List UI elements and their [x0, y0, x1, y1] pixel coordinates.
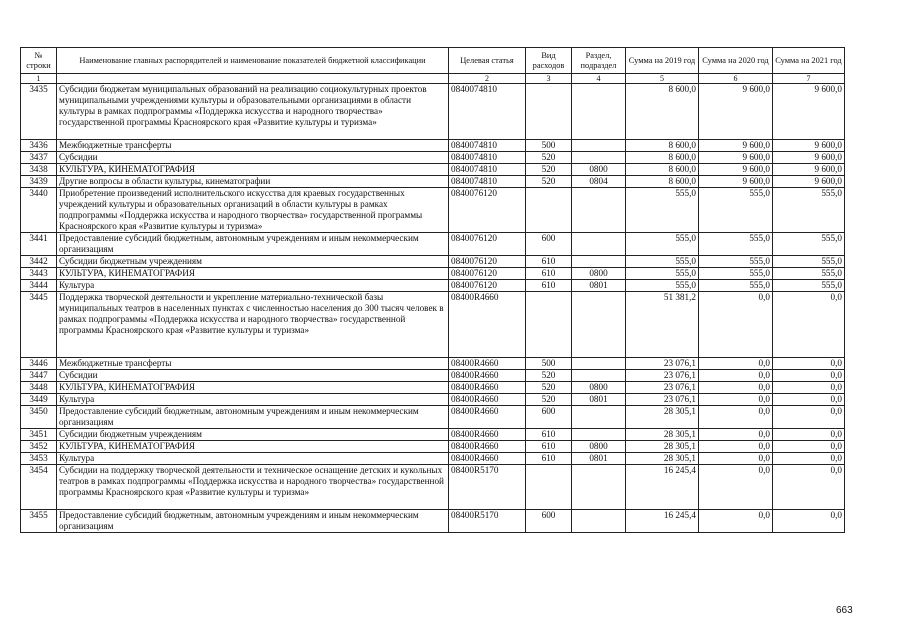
row-number: 3452 — [21, 441, 57, 453]
row-number: 3446 — [21, 358, 57, 370]
row-sum-2021: 0,0 — [773, 394, 845, 406]
table-row — [21, 382, 845, 394]
row-expense-type: 610 — [526, 280, 572, 292]
table-row — [21, 394, 845, 406]
row-sum-2019: 8 600,0 — [626, 176, 699, 188]
row-sum-2021: 0,0 — [773, 370, 845, 382]
row-expense-type — [526, 465, 572, 510]
row-number: 3451 — [21, 429, 57, 441]
header-sum-2020: Сумма на 2020 год — [699, 48, 773, 74]
row-section — [572, 358, 626, 370]
row-sum-2020: 0,0 — [699, 441, 773, 453]
row-target-article: 08400R4660 — [449, 441, 526, 453]
row-section — [572, 292, 626, 358]
row-sum-2019: 8 600,0 — [626, 164, 699, 176]
budget-table — [20, 47, 845, 533]
row-target-article: 0840074810 — [449, 84, 526, 140]
row-number: 3444 — [21, 280, 57, 292]
table-row — [21, 406, 845, 429]
row-sum-2021: 9 600,0 — [773, 152, 845, 164]
row-sum-2021: 0,0 — [773, 429, 845, 441]
row-target-article: 0840076120 — [449, 188, 526, 233]
row-expense-type: 610 — [526, 429, 572, 441]
column-index: 2 — [449, 74, 526, 84]
row-name: Межбюджетные трансферты — [57, 358, 449, 370]
row-sum-2019: 23 076,1 — [626, 358, 699, 370]
row-name: КУЛЬТУРА, КИНЕМАТОГРАФИЯ — [57, 382, 449, 394]
row-sum-2020: 0,0 — [699, 429, 773, 441]
table-row — [21, 292, 845, 358]
row-section: 0800 — [572, 382, 626, 394]
row-name: Предоставление субсидий бюджетным, автономным учреждениям и иным некоммерческим организациям — [57, 510, 449, 533]
row-sum-2021: 0,0 — [773, 465, 845, 510]
row-expense-type: 500 — [526, 358, 572, 370]
row-sum-2021: 9 600,0 — [773, 176, 845, 188]
row-section: 0801 — [572, 453, 626, 465]
table-header-row — [21, 48, 845, 74]
row-section: 0804 — [572, 176, 626, 188]
row-target-article: 08400R4660 — [449, 358, 526, 370]
row-name: Культура — [57, 394, 449, 406]
table-row — [21, 140, 845, 152]
row-number: 3438 — [21, 164, 57, 176]
table-row — [21, 280, 845, 292]
row-expense-type: 610 — [526, 256, 572, 268]
header-name: Наименование главных распорядителей и наименование показателей бюджетной классификации — [57, 48, 449, 74]
row-name: Межбюджетные трансферты — [57, 140, 449, 152]
row-sum-2020: 9 600,0 — [699, 84, 773, 140]
row-number: 3443 — [21, 268, 57, 280]
row-number: 3450 — [21, 406, 57, 429]
header-expense-type: Вид расходов — [526, 48, 572, 74]
row-section — [572, 233, 626, 256]
row-sum-2021: 9 600,0 — [773, 140, 845, 152]
row-target-article: 08400R5170 — [449, 465, 526, 510]
column-index: 4 — [572, 74, 626, 84]
row-sum-2021: 0,0 — [773, 292, 845, 358]
row-number: 3455 — [21, 510, 57, 533]
row-expense-type: 520 — [526, 152, 572, 164]
row-sum-2019: 28 305,1 — [626, 453, 699, 465]
row-name: Поддержка творческой деятельности и укрепление материально-технической базы муниципальных театров в населенных пунктах с численностью населения до 300 тысяч человек в рамках подпрограммы «Поддержка искусства и народного творчества» государственной программы Красноярского края «Развитие культуры и туризма» — [57, 292, 449, 358]
header-target-article: Целевая статья — [449, 48, 526, 74]
row-section — [572, 429, 626, 441]
row-expense-type: 610 — [526, 441, 572, 453]
row-name: Субсидии — [57, 152, 449, 164]
row-section: 0800 — [572, 268, 626, 280]
row-section — [572, 84, 626, 140]
row-target-article: 08400R4660 — [449, 394, 526, 406]
row-sum-2021: 555,0 — [773, 268, 845, 280]
row-sum-2021: 0,0 — [773, 382, 845, 394]
row-expense-type: 610 — [526, 268, 572, 280]
row-section: 0801 — [572, 280, 626, 292]
row-sum-2019: 16 245,4 — [626, 510, 699, 533]
table-row — [21, 233, 845, 256]
row-sum-2019: 51 381,2 — [626, 292, 699, 358]
row-sum-2020: 0,0 — [699, 394, 773, 406]
row-section — [572, 370, 626, 382]
row-section: 0800 — [572, 441, 626, 453]
row-sum-2020: 0,0 — [699, 510, 773, 533]
row-expense-type — [526, 292, 572, 358]
table-row — [21, 164, 845, 176]
row-expense-type: 600 — [526, 233, 572, 256]
row-sum-2020: 9 600,0 — [699, 152, 773, 164]
table-row — [21, 84, 845, 140]
row-target-article: 0840076120 — [449, 280, 526, 292]
row-name: Культура — [57, 280, 449, 292]
row-sum-2019: 555,0 — [626, 256, 699, 268]
row-section — [572, 188, 626, 233]
row-target-article: 08400R4660 — [449, 292, 526, 358]
column-index: 7 — [773, 74, 845, 84]
row-sum-2020: 0,0 — [699, 370, 773, 382]
row-sum-2019: 8 600,0 — [626, 140, 699, 152]
row-section — [572, 465, 626, 510]
row-number: 3439 — [21, 176, 57, 188]
row-expense-type — [526, 84, 572, 140]
header-sum-2019: Сумма на 2019 год — [626, 48, 699, 74]
table-row — [21, 268, 845, 280]
row-name: Субсидии бюджетам муниципальных образований на реализацию социокультурных проектов муниципальными учреждениями культуры и образовательными организациями в области культуры в рамках подпрограммы «Поддержка искусства и народного творчества» государственной программы Красноярского края «Развитие культуры и туризма» — [57, 84, 449, 140]
row-number: 3445 — [21, 292, 57, 358]
row-expense-type: 600 — [526, 406, 572, 429]
table-row — [21, 429, 845, 441]
row-name: КУЛЬТУРА, КИНЕМАТОГРАФИЯ — [57, 164, 449, 176]
row-section — [572, 140, 626, 152]
row-sum-2020: 0,0 — [699, 382, 773, 394]
row-target-article: 0840076120 — [449, 256, 526, 268]
row-sum-2019: 28 305,1 — [626, 441, 699, 453]
row-sum-2020: 0,0 — [699, 453, 773, 465]
header-section: Раздел, подраздел — [572, 48, 626, 74]
row-expense-type: 520 — [526, 176, 572, 188]
column-index: 1 — [21, 74, 57, 84]
row-sum-2021: 0,0 — [773, 358, 845, 370]
row-sum-2021: 0,0 — [773, 406, 845, 429]
row-name: Субсидии бюджетным учреждениям — [57, 256, 449, 268]
row-number: 3440 — [21, 188, 57, 233]
row-sum-2019: 555,0 — [626, 233, 699, 256]
row-section — [572, 510, 626, 533]
row-section: 0801 — [572, 394, 626, 406]
row-sum-2021: 9 600,0 — [773, 84, 845, 140]
table-row — [21, 465, 845, 510]
row-sum-2019: 16 245,4 — [626, 465, 699, 510]
row-name: Предоставление субсидий бюджетным, автономным учреждениям и иным некоммерческим организациям — [57, 233, 449, 256]
row-expense-type: 520 — [526, 370, 572, 382]
row-sum-2020: 9 600,0 — [699, 140, 773, 152]
header-sum-2021: Сумма на 2021 год — [773, 48, 845, 74]
row-number: 3441 — [21, 233, 57, 256]
column-index: 3 — [526, 74, 572, 84]
table-row — [21, 152, 845, 164]
row-target-article: 08400R4660 — [449, 453, 526, 465]
row-sum-2020: 0,0 — [699, 358, 773, 370]
row-name: Субсидии — [57, 370, 449, 382]
row-number: 3436 — [21, 140, 57, 152]
row-target-article: 0840076120 — [449, 268, 526, 280]
row-target-article: 0840074810 — [449, 164, 526, 176]
row-expense-type: 520 — [526, 164, 572, 176]
row-sum-2019: 555,0 — [626, 280, 699, 292]
row-sum-2021: 0,0 — [773, 510, 845, 533]
row-target-article: 0840074810 — [449, 176, 526, 188]
row-sum-2021: 0,0 — [773, 453, 845, 465]
row-sum-2019: 28 305,1 — [626, 406, 699, 429]
row-sum-2020: 555,0 — [699, 256, 773, 268]
row-target-article: 0840074810 — [449, 140, 526, 152]
row-sum-2020: 0,0 — [699, 465, 773, 510]
row-expense-type: 520 — [526, 394, 572, 406]
row-sum-2019: 8 600,0 — [626, 84, 699, 140]
row-target-article: 08400R5170 — [449, 510, 526, 533]
row-number: 3437 — [21, 152, 57, 164]
row-sum-2019: 8 600,0 — [626, 152, 699, 164]
table-row — [21, 453, 845, 465]
column-index: 5 — [626, 74, 699, 84]
row-name: Субсидии на поддержку творческой деятельности и техническое оснащение детских и кукольных театров в рамках подпрограммы «Поддержка искусства и народного творчества» государственной программы Красноярского края «Развитие культуры и туризма» — [57, 465, 449, 510]
row-sum-2019: 28 305,1 — [626, 429, 699, 441]
row-expense-type: 500 — [526, 140, 572, 152]
row-section — [572, 152, 626, 164]
row-sum-2020: 9 600,0 — [699, 164, 773, 176]
row-number: 3435 — [21, 84, 57, 140]
row-name: Субсидии бюджетным учреждениям — [57, 429, 449, 441]
row-expense-type: 600 — [526, 510, 572, 533]
row-sum-2019: 23 076,1 — [626, 394, 699, 406]
row-sum-2021: 0,0 — [773, 441, 845, 453]
row-sum-2020: 555,0 — [699, 233, 773, 256]
row-section — [572, 256, 626, 268]
column-index-row — [21, 74, 845, 84]
row-sum-2020: 0,0 — [699, 406, 773, 429]
row-section: 0800 — [572, 164, 626, 176]
row-section — [572, 406, 626, 429]
row-target-article: 08400R4660 — [449, 429, 526, 441]
row-number: 3447 — [21, 370, 57, 382]
row-target-article: 08400R4660 — [449, 370, 526, 382]
row-target-article: 08400R4660 — [449, 382, 526, 394]
row-sum-2020: 555,0 — [699, 280, 773, 292]
page-number: 663 — [836, 605, 853, 616]
row-name: КУЛЬТУРА, КИНЕМАТОГРАФИЯ — [57, 268, 449, 280]
table-row — [21, 358, 845, 370]
row-name: Другие вопросы в области культуры, кинематографии — [57, 176, 449, 188]
row-number: 3448 — [21, 382, 57, 394]
row-name: Предоставление субсидий бюджетным, автономным учреждениям и иным некоммерческим организациям — [57, 406, 449, 429]
row-name: Культура — [57, 453, 449, 465]
row-number: 3453 — [21, 453, 57, 465]
table-row — [21, 188, 845, 233]
table-row — [21, 176, 845, 188]
row-name: Приобретение произведений исполнительского искусства для краевых государственных учреждений культуры и образовательных организаций в области культуры в рамках подпрограммы «Поддержка искусства и народного творчества» государственной программы Красноярского края «Развитие культуры и туризма» — [57, 188, 449, 233]
row-sum-2021: 9 600,0 — [773, 164, 845, 176]
row-sum-2020: 9 600,0 — [699, 176, 773, 188]
table-row — [21, 510, 845, 533]
row-sum-2020: 555,0 — [699, 268, 773, 280]
row-expense-type: 520 — [526, 382, 572, 394]
row-number: 3454 — [21, 465, 57, 510]
row-sum-2019: 555,0 — [626, 268, 699, 280]
row-sum-2019: 23 076,1 — [626, 382, 699, 394]
row-name: КУЛЬТУРА, КИНЕМАТОГРАФИЯ — [57, 441, 449, 453]
row-target-article: 0840076120 — [449, 233, 526, 256]
row-sum-2020: 0,0 — [699, 292, 773, 358]
row-sum-2021: 555,0 — [773, 280, 845, 292]
column-index: 6 — [699, 74, 773, 84]
row-expense-type — [526, 188, 572, 233]
row-target-article: 08400R4660 — [449, 406, 526, 429]
row-sum-2019: 23 076,1 — [626, 370, 699, 382]
table-row — [21, 370, 845, 382]
row-target-article: 0840074810 — [449, 152, 526, 164]
header-row-number: № строки — [21, 48, 57, 74]
row-sum-2020: 555,0 — [699, 188, 773, 233]
row-number: 3442 — [21, 256, 57, 268]
row-number: 3449 — [21, 394, 57, 406]
row-expense-type: 610 — [526, 453, 572, 465]
table-row — [21, 441, 845, 453]
row-sum-2021: 555,0 — [773, 256, 845, 268]
row-sum-2021: 555,0 — [773, 233, 845, 256]
row-sum-2021: 555,0 — [773, 188, 845, 233]
row-sum-2019: 555,0 — [626, 188, 699, 233]
table-row — [21, 256, 845, 268]
